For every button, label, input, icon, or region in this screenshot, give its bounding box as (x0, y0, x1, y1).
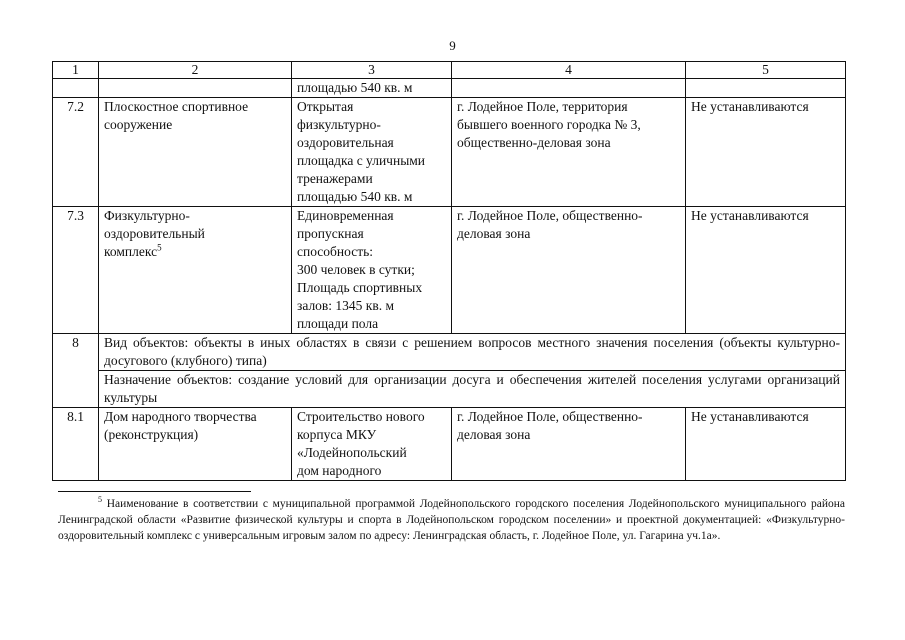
object-type-cell (99, 334, 846, 371)
cell-line: Строительство нового (297, 409, 425, 424)
cell-line: пропускная (297, 226, 364, 241)
footnote-reference: 5 (157, 242, 162, 253)
table-row-8-purpose (53, 371, 846, 408)
cell-line: г. Лодейное Поле, территория (457, 99, 628, 114)
table-row-continued (53, 79, 846, 98)
cell-line: бывшего военного городка № 3, (457, 117, 641, 132)
name-cell (99, 408, 292, 481)
cell-line: способность: (297, 244, 374, 259)
footnote-separator (58, 491, 251, 492)
params-cell (292, 98, 452, 207)
location-cell (452, 408, 686, 481)
footnote (58, 496, 845, 544)
cell-line: залов: 1345 кв. м (297, 298, 395, 313)
cell-line: площадью 540 кв. м (297, 80, 413, 95)
row-number: 8.1 (53, 408, 99, 481)
cell-line: оздоровительный (104, 226, 205, 241)
footnote-text: Наименование в соответствии с муниципальной программой Лодейнопольского городского поселения Лодейнопольского муниципального района Ленинградской области «Развитие физической культуры и спорта в Лодейнопольском городском поселении» и проектной документацией: «Физкультурно-оздоровительный комплекс с универсальным игровым залом по адресу: Ленинградская область, г. Лодейное Поле, ул. Гагарина уч.1а». (58, 498, 846, 542)
cell-line: площади пола (297, 316, 379, 331)
cell-line: Дом народного творчества (104, 409, 257, 424)
location-cell (452, 98, 686, 207)
cell-line: «Лодейнопольский (297, 445, 407, 460)
zones-cell: Не устанавливаются (686, 98, 846, 207)
cell-line: г. Лодейное Поле, общественно- (457, 208, 643, 223)
object-type-text: Вид объектов: объекты в иных областях в связи с решением вопросов местного значения поселения (объекты культурно-досугового (клубного) типа) (104, 335, 840, 368)
zones-cell: Не устанавливаются (686, 408, 846, 481)
cell-line: площадка с уличными (297, 153, 426, 168)
params-cell (292, 207, 452, 334)
cell-line: Единовременная (297, 208, 394, 223)
object-purpose-text: Назначение объектов: создание условий для организации досуга и обеспечения жителей поселения услугами организаций культуры (104, 372, 840, 405)
row-number: 7.3 (53, 207, 99, 334)
objects-table (52, 61, 846, 481)
cell-line: 300 человек в сутки; (297, 262, 415, 277)
name-cell (99, 207, 292, 334)
cell-line: оздоровительная (297, 135, 394, 150)
object-purpose-cell (99, 371, 846, 408)
cell-line: дом народного (297, 463, 382, 478)
row-number: 8 (53, 334, 99, 408)
cell-line: общественно-деловая зона (457, 135, 611, 150)
cell-line: деловая зона (457, 427, 531, 442)
cell-line: Открытая (297, 99, 354, 114)
cell-line: площадью 540 кв. м (297, 189, 413, 204)
column-header: 5 (686, 62, 846, 79)
column-header: 2 (99, 62, 292, 79)
name-cell (99, 98, 292, 207)
cell-line: Плоскостное спортивное (104, 99, 249, 114)
cell-line: г. Лодейное Поле, общественно- (457, 409, 643, 424)
column-header: 1 (53, 62, 99, 79)
cell-line: (реконструкция) (104, 427, 199, 442)
table-row-8-1 (53, 408, 846, 481)
table-header-row (53, 62, 846, 79)
location-cell (452, 207, 686, 334)
cell-line: тренажерами (297, 171, 373, 186)
footnote-number: 5 (98, 495, 102, 505)
table-row-7-2 (53, 98, 846, 207)
column-header: 4 (452, 62, 686, 79)
cell-line: комплекс (104, 244, 158, 259)
page-number: 9 (449, 38, 456, 53)
column-header: 3 (292, 62, 452, 79)
params-cell (292, 408, 452, 481)
cell-line: деловая зона (457, 226, 531, 241)
table-row-7-3 (53, 207, 846, 334)
row-number: 7.2 (53, 98, 99, 207)
cell-line: Физкультурно- (104, 208, 190, 223)
cell-line: корпуса МКУ (297, 427, 377, 442)
cell-line: физкультурно- (297, 117, 381, 132)
cell-line: сооружение (104, 117, 173, 132)
zones-cell: Не устанавливаются (686, 207, 846, 334)
params-cell (292, 79, 452, 98)
table-row-8-type (53, 334, 846, 371)
cell-line: Площадь спортивных (297, 280, 423, 295)
